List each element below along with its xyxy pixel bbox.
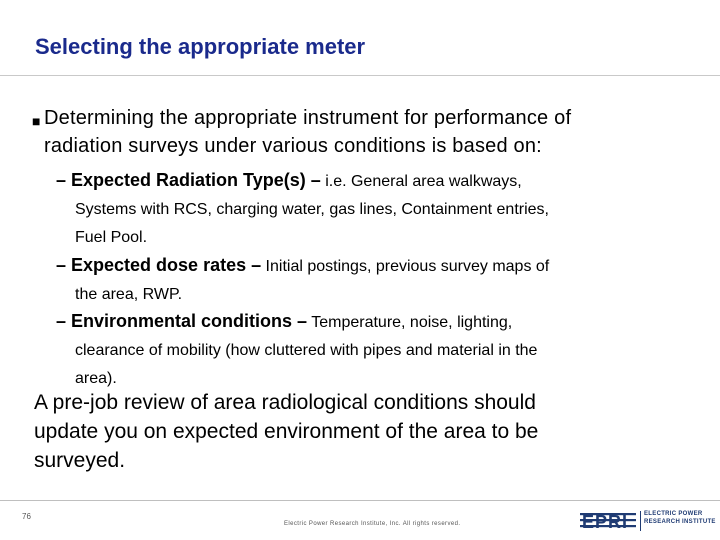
copyright-notice: Electric Power Research Institute, Inc. All rights reserved. <box>284 521 461 527</box>
title-divider <box>0 75 720 76</box>
logo-tagline-line-1: ELECTRIC POWER <box>644 511 703 517</box>
sub-bullet-line-2: Systems with RCS, charging water, gas lines, Containment entries, <box>75 201 549 218</box>
sub-bullet-text: i.e. General area walkways, <box>320 173 522 190</box>
slide-number: 76 <box>22 512 31 521</box>
main-bullet-line-2: radiation surveys under various conditions is based on: <box>44 135 542 157</box>
square-bullet-icon: ■ <box>32 113 41 129</box>
sub-bullet-text: Initial postings, previous survey maps of <box>261 258 550 275</box>
sub-bullet-lead: Environmental conditions <box>71 311 293 331</box>
logo-wordmark: EPRI <box>582 512 629 532</box>
sub-bullet-radiation-type: – Expected Radiation Type(s) – i.e. General area walkways, Systems with RCS, charging water, gas lines, Containment entries, Fuel Pool. <box>56 166 686 252</box>
footer-divider <box>0 500 720 501</box>
closing-line-2: update you on expected environment of the area to be <box>34 420 539 443</box>
logo-tagline <box>644 510 716 526</box>
closing-line-1: A pre-job review of area radiological conditions should <box>34 391 536 414</box>
sub-bullet-lead: Expected Radiation Type(s) <box>71 170 306 190</box>
closing-paragraph <box>34 388 654 475</box>
sub-bullet-line-2: clearance of mobility (how cluttered with pipes and material in the <box>75 342 538 359</box>
sub-bullet-line-2: the area, RWP. <box>75 286 183 303</box>
slide-title: Selecting the appropriate meter <box>35 34 366 59</box>
logo-tagline-line-2: RESEARCH INSTITUTE <box>644 519 716 525</box>
main-bullet <box>32 104 682 160</box>
closing-line-3: surveyed. <box>34 449 126 472</box>
sub-bullet-line-3: Fuel Pool. <box>75 229 148 246</box>
sub-bullet-text: Temperature, noise, lighting, <box>307 314 513 331</box>
sub-bullet-environmental: – Environmental conditions – Temperature, noise, lighting, clearance of mobility (how cluttered with pipes and material in the area). <box>56 307 686 393</box>
sub-bullet-line-3: area). <box>75 370 117 387</box>
sub-bullet-lead: Expected dose rates <box>71 255 247 275</box>
main-bullet-line-1: Determining the appropriate instrument for performance of <box>44 107 572 129</box>
sub-bullet-dose-rates: – Expected dose rates – Initial postings, previous survey maps of the area, RWP. <box>56 251 686 309</box>
